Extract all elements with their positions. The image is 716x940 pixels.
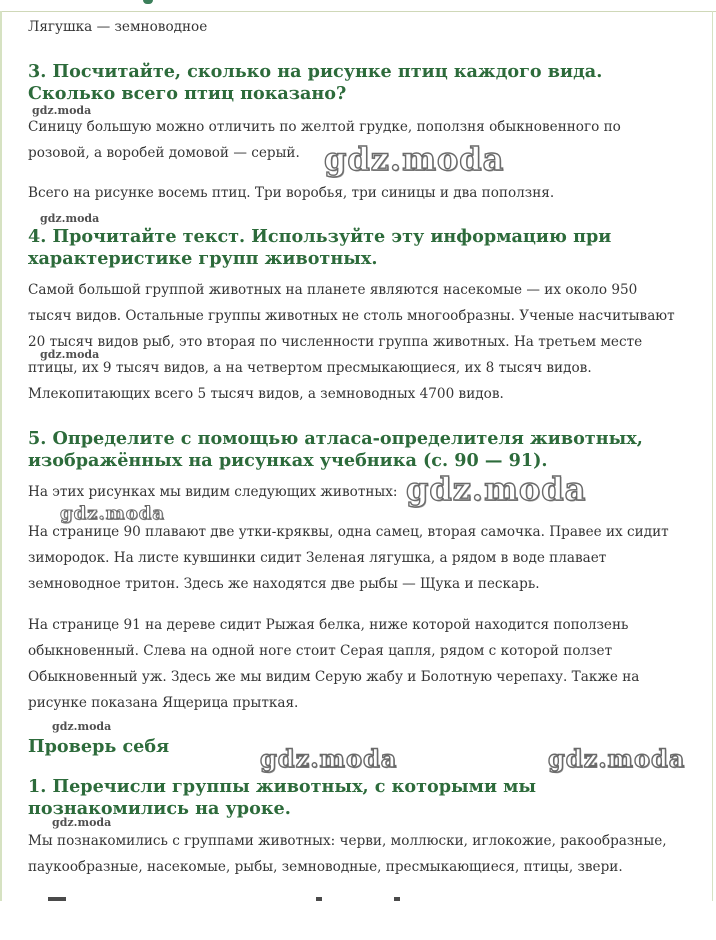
watermark-large: gdz.moda — [548, 744, 686, 773]
cut-off-text-fragment — [394, 897, 400, 901]
watermark-medium: gdz.moda — [60, 503, 165, 524]
watermark-large: gdz.moda — [324, 140, 505, 178]
watermark-small: gdz.moda — [40, 348, 100, 361]
right-border — [712, 11, 713, 901]
cut-off-text-fragment — [48, 897, 66, 901]
question-5-answer-1: На этих рисунках мы видим следующих животных: — [28, 484, 398, 500]
question-3-answer-1: Синицу большую можно отличить по желтой грудке, поползня обыкновенного по розовой, а воробей домовой — серый. — [28, 119, 621, 161]
question-3-heading: 3. Посчитайте, сколько на рисунке птиц каждого вида. Сколько всего птиц показано? — [28, 61, 603, 104]
watermark-small: gdz.moda — [52, 720, 112, 733]
watermark-large: gdz.moda — [406, 470, 587, 508]
left-border — [0, 11, 2, 901]
question-5-heading: 5. Определите с помощью атласа-определителя животных, изображённых на рисунках учебника (с. 90 — 91). — [28, 428, 643, 471]
check-yourself-heading: Проверь себя — [28, 736, 170, 757]
watermark-small: gdz.moda — [52, 816, 112, 829]
watermark-large: gdz.moda — [260, 744, 398, 773]
intro-line: Лягушка — земноводное — [28, 19, 208, 35]
top-bar — [0, 0, 716, 12]
check-question-1-answer: Мы познакомились с группами животных: черви, моллюски, иглокожие, ракообразные, паукообразные, насекомые, рыбы, земноводные, пресмыкающиеся, птицы, звери. — [28, 833, 667, 875]
check-question-1-heading: 1. Перечисли группы животных, с которыми мы познакомились на уроке. — [28, 776, 537, 819]
top-bar-accent — [143, 0, 153, 4]
watermark-small: gdz.moda — [40, 212, 100, 225]
question-3-answer-2: Всего на рисунке восемь птиц. Три воробья, три синицы и два поползня. — [28, 185, 555, 201]
question-5-answer-2: На странице 90 плавают две утки-кряквы, одна самец, вторая самочка. Правее их сидит зимородок. На листе кувшинки сидит Зеленая лягушка, а рядом в воде плавает земноводное тритон. Здесь же находятся две рыбы — Щука и пескарь. — [28, 524, 669, 592]
question-4-heading: 4. Прочитайте текст. Используйте эту информацию при характеристике групп животных. — [28, 226, 612, 269]
cut-off-text-fragment — [316, 897, 322, 901]
question-5-answer-3: На странице 91 на дереве сидит Рыжая белка, ниже которой находится поползень обыкновенный. Слева на одной ноге стоит Серая цапля, рядом с которой ползет Обыкновенный уж. Здесь же мы видим Серую жабу и Болотную черепаху. Также на рисунке показана Ящерица прыткая. — [28, 617, 640, 711]
question-4-answer: Самой большой группой животных на планете являются насекомые — их около 950 тысяч видов. Остальные группы животных не столь многообразны. Ученые насчитывают 20 тысяч видов рыб, это вторая по численности группа животных. На третьем месте птицы, их 9 тысяч видов, а на четвертом пресмыкающиеся, их 8 тысяч видов. Млекопитающих всего 5 тысяч видов, а земноводных 4700 видов. — [28, 282, 675, 402]
watermark-small: gdz.moda — [32, 104, 92, 117]
